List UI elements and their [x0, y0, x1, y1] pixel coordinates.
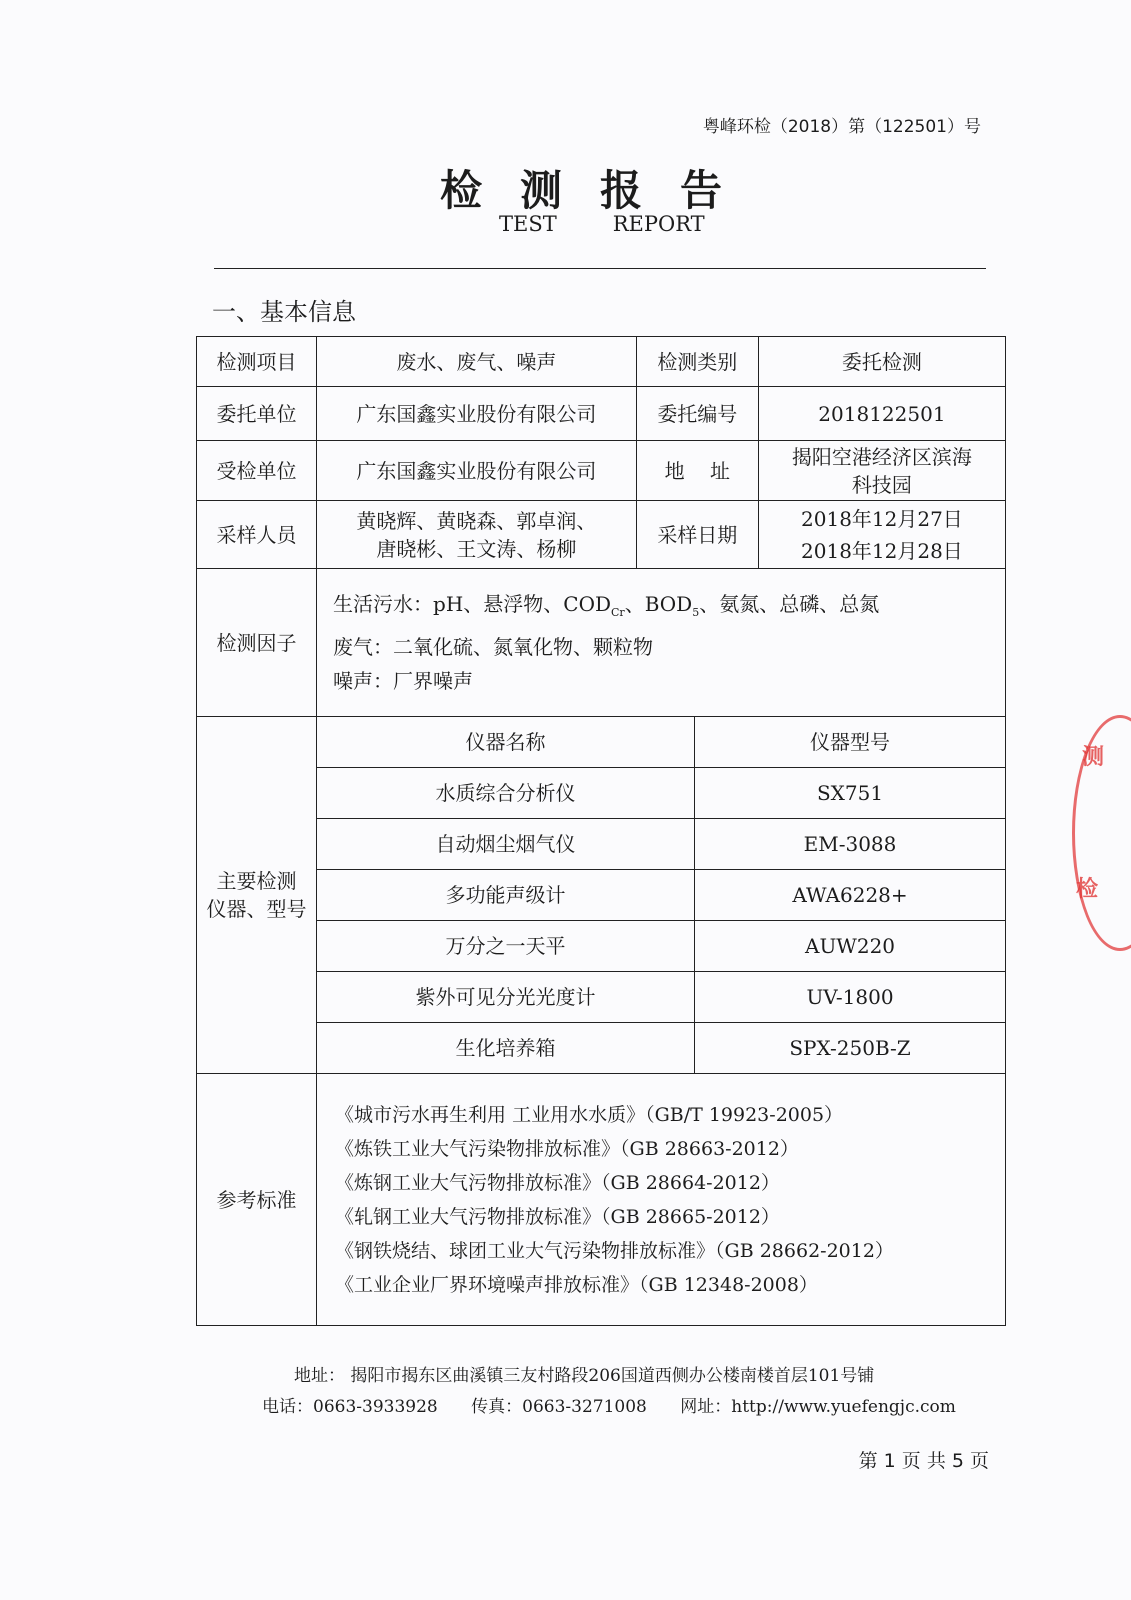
instrument-name: 万分之一天平 — [317, 921, 695, 972]
address-label: 地 址 — [636, 441, 758, 501]
instrument-name: 多功能声级计 — [317, 870, 695, 921]
table-row — [197, 569, 1006, 717]
page-number: 第 1 页 共 5 页 — [858, 1450, 989, 1472]
sample-date-value — [758, 501, 1005, 569]
instrument-row — [317, 921, 1005, 972]
factors-value — [317, 569, 1006, 717]
footer-address: 地址： 揭阳市揭东区曲溪镇三友村路段206国道西侧办公楼南楼首层101号铺 — [294, 1366, 875, 1386]
instruments-cell — [317, 717, 1006, 1074]
standard-item: 《城市污水再生利用 工业用水水质》（GB/T 19923-2005） — [335, 1103, 844, 1126]
instrument-row — [317, 870, 1005, 921]
instrument-model: UV-1800 — [695, 972, 1005, 1023]
instrument-header-row — [317, 717, 1005, 768]
sampler-line-2: 唐晓彬、王文涛、杨柳 — [376, 536, 577, 561]
table-row — [197, 441, 1006, 501]
commission-no-label: 委托编号 — [636, 387, 758, 441]
instrument-model: SX751 — [695, 768, 1005, 819]
address-value — [758, 441, 1005, 501]
report-title-cn: 检测报告 — [439, 166, 760, 215]
basic-info-table — [196, 336, 1006, 1326]
header-divider — [214, 268, 986, 269]
document-number: 粤峰环检（2018）第（122501）号 — [702, 117, 981, 137]
factors-label: 检测因子 — [197, 569, 317, 717]
instruments-label-2: 仪器、型号 — [206, 897, 307, 921]
test-item-value: 废水、废气、噪声 — [317, 337, 637, 387]
sampler-line-1: 黄晓辉、黄晓森、郭卓润、 — [356, 508, 597, 533]
footer-fax: 传真：0663-3271008 — [471, 1397, 647, 1417]
footer-phone: 电话：0663-3933928 — [262, 1397, 438, 1417]
table-row — [197, 501, 1006, 569]
address-line-2: 科技园 — [851, 472, 912, 497]
instrument-name: 自动烟尘烟气仪 — [317, 819, 695, 870]
instrument-name: 水质综合分析仪 — [317, 768, 695, 819]
cod-subscript: Cr — [611, 606, 625, 619]
instrument-row — [317, 1023, 1005, 1074]
factor-noise: 噪声：厂界噪声 — [333, 669, 474, 693]
instrument-model: SPX-250B-Z — [695, 1023, 1005, 1074]
sample-date-1: 2018年12月27日 — [801, 506, 963, 531]
address-line-1: 揭阳空港经济区滨海 — [791, 444, 972, 469]
standard-item: 《炼钢工业大气污物排放标准》（GB 28664-2012） — [335, 1171, 780, 1194]
table-row — [197, 1074, 1006, 1326]
test-type-label: 检测类别 — [636, 337, 758, 387]
instrument-row — [317, 768, 1005, 819]
instrument-row — [317, 972, 1005, 1023]
commission-no-value: 2018122501 — [758, 387, 1005, 441]
factor-gas: 废气：二氧化硫、氮氧化物、颗粒物 — [333, 635, 654, 659]
sample-date-2: 2018年12月28日 — [801, 538, 963, 563]
test-item-label: 检测项目 — [197, 337, 317, 387]
instruments-label-1: 主要检测 — [216, 869, 297, 893]
title-en-report: REPORT — [612, 212, 705, 236]
section-heading: 一、基本信息 — [212, 298, 356, 326]
instruments-table — [317, 717, 1005, 1073]
sampler-label: 采样人员 — [197, 501, 317, 569]
table-row — [197, 337, 1006, 387]
footer-contact — [262, 1392, 984, 1417]
stamp-char-1: 测 — [1082, 744, 1105, 770]
instrument-row — [317, 819, 1005, 870]
factor-sewage — [323, 587, 999, 630]
instrument-name: 紫外可见分光光度计 — [317, 972, 695, 1023]
standard-item: 《轧钢工业大气污物排放标准》（GB 28665-2012） — [335, 1205, 780, 1228]
client-value: 广东国鑫实业股份有限公司 — [317, 387, 637, 441]
standard-item: 《钢铁烧结、球团工业大气污染物排放标准》（GB 28662-2012） — [335, 1239, 894, 1262]
instrument-model: AUW220 — [695, 921, 1005, 972]
standard-item: 《炼铁工业大气污染物排放标准》（GB 28663-2012） — [335, 1137, 799, 1160]
test-type-value: 委托检测 — [758, 337, 1005, 387]
instrument-model: AWA6228+ — [695, 870, 1005, 921]
factor-sewage-prefix: 生活污水：pH、悬浮物、COD — [333, 592, 612, 616]
standard-item: 《工业企业厂界环境噪声排放标准》（GB 12348-2008） — [335, 1273, 818, 1296]
inspected-value: 广东国鑫实业股份有限公司 — [317, 441, 637, 501]
factor-sewage-mid: 、BOD — [624, 592, 693, 616]
instrument-name: 生化培养箱 — [317, 1023, 695, 1074]
report-title-en — [499, 212, 705, 236]
client-label: 委托单位 — [197, 387, 317, 441]
table-row — [197, 717, 1006, 1074]
stamp-char-2: 检 — [1076, 876, 1099, 902]
table-row — [197, 387, 1006, 441]
instrument-name-header: 仪器名称 — [317, 717, 695, 768]
bod-subscript: 5 — [692, 606, 700, 619]
instruments-label — [197, 717, 317, 1074]
instrument-model-header: 仪器型号 — [695, 717, 1005, 768]
instrument-model: EM-3088 — [695, 819, 1005, 870]
footer-website: 网址：http://www.yuefengjc.com — [680, 1397, 956, 1417]
factor-sewage-suffix: 、氨氮、总磷、总氮 — [699, 592, 880, 616]
sampler-value — [317, 501, 637, 569]
title-en-test: TEST — [499, 212, 557, 236]
sample-date-label: 采样日期 — [636, 501, 758, 569]
standards-label: 参考标准 — [197, 1074, 317, 1326]
standards-value — [317, 1074, 1006, 1326]
inspected-label: 受检单位 — [197, 441, 317, 501]
